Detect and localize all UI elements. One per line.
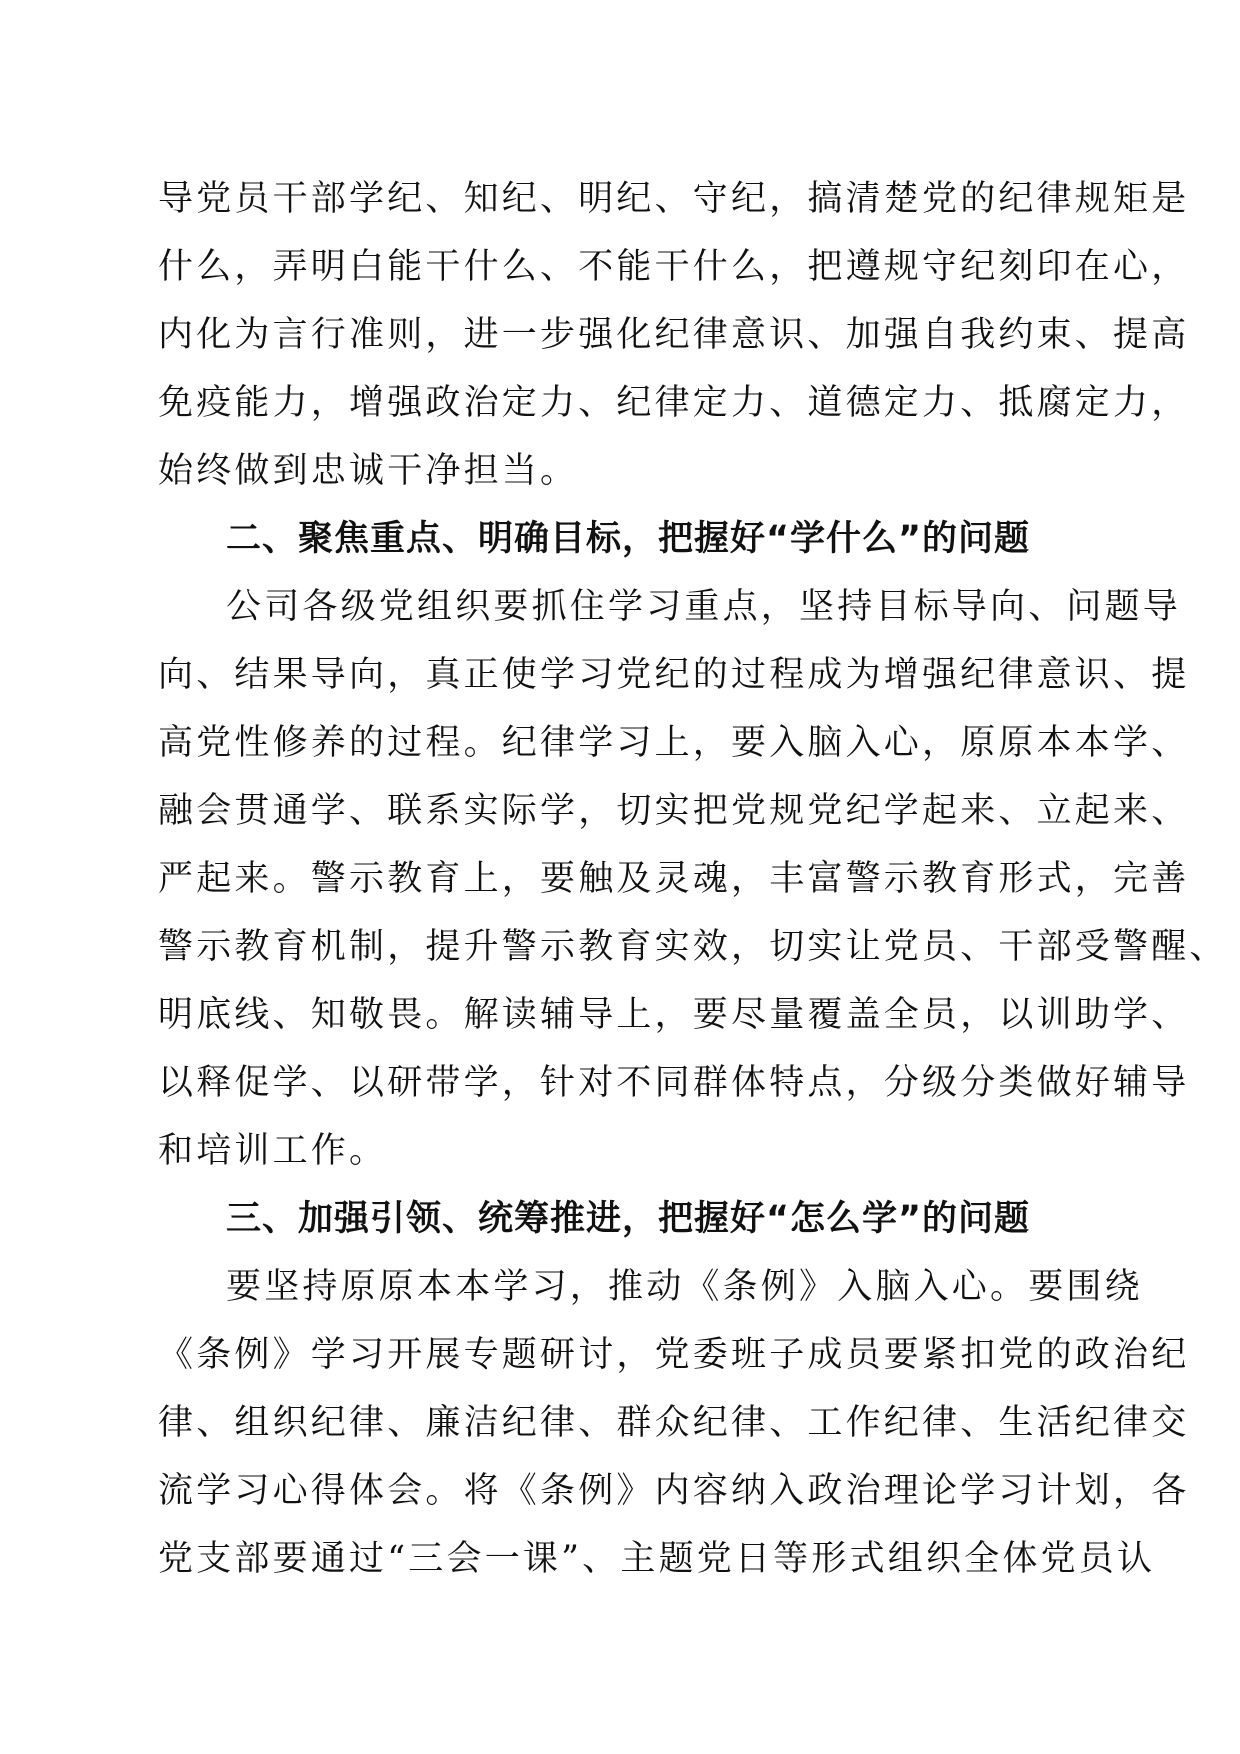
body-line: 始终做到忠诚干净担当。 [158,451,579,491]
body-line: 内化为言行准则，进一步强化纪律意识、加强自我约束、提高 [158,315,1190,355]
section-heading-3: 三、加强引领、统筹推进，把握好“怎么学”的问题 [226,1199,1031,1239]
body-line: 明底线、知敬畏。解读辅导上，要尽量覆盖全员，以训助学、 [158,995,1190,1035]
document-body [158,165,1228,1593]
paragraph-first-line: 公司各级党组织要抓住学习重点，坚持目标导向、问题导 [226,587,1182,627]
body-line: 融会贯通学、联系实际学，切实把党规党纪学起来、立起来、 [158,791,1190,831]
body-line: 警示教育机制，提升警示教育实效，切实让党员、干部受警醒、 [158,927,1228,967]
body-line: 高党性修养的过程。纪律学习上，要入脑入心，原原本本学、 [158,723,1190,763]
body-line: 免疫能力，增强政治定力、纪律定力、道德定力、抵腐定力， [158,383,1190,423]
paragraph-first-line: 要坚持原原本本学习，推动《条例》入脑入心。要围绕 [226,1267,1143,1307]
section-heading-2: 二、聚焦重点、明确目标，把握好“学什么”的问题 [226,519,1031,559]
body-line: 以释促学、以研带学，针对不同群体特点，分级分类做好辅导 [158,1063,1190,1103]
body-line: 流学习心得体会。将《条例》内容纳入政治理论学习计划，各 [158,1471,1190,1511]
body-line: 导党员干部学纪、知纪、明纪、守纪，搞清楚党的纪律规矩是 [158,179,1190,219]
body-line: 律、组织纪律、廉洁纪律、群众纪律、工作纪律、生活纪律交 [158,1403,1190,1443]
body-line: 什么，弄明白能干什么、不能干什么，把遵规守纪刻印在心， [158,247,1190,287]
body-line: 向、结果导向，真正使学习党纪的过程成为增强纪律意识、提 [158,655,1190,695]
body-line: 《条例》学习开展专题研讨，党委班子成员要紧扣党的政治纪 [158,1335,1190,1375]
body-line: 党支部要通过“三会一课”、主题党日等形式组织全体党员认 [158,1539,1156,1579]
body-line: 和培训工作。 [158,1131,388,1171]
body-line: 严起来。警示教育上，要触及灵魂，丰富警示教育形式，完善 [158,859,1190,899]
